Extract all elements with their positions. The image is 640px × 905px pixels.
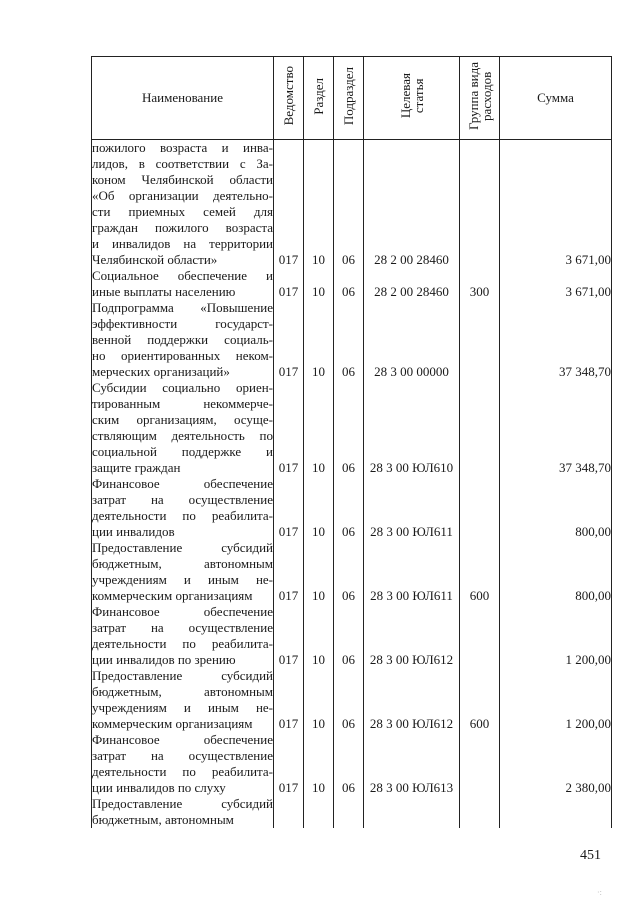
table-row — [92, 668, 612, 732]
cell-summa: 37 348,70 — [500, 300, 612, 380]
name-line: Челябинской области» — [92, 252, 218, 267]
name-line: «Об организации деятельно- — [92, 188, 273, 203]
name-line: затрат на осуществление — [92, 620, 273, 635]
cell-summa: 37 348,70 — [500, 380, 612, 476]
cell-gruppa — [460, 796, 500, 828]
row-name-cell — [92, 300, 274, 380]
name-line: но ориентированных неком- — [92, 348, 273, 363]
name-line: ствляющим деятельность по — [92, 428, 273, 443]
row-name-cell — [92, 380, 274, 476]
cell-summa: 800,00 — [500, 476, 612, 540]
cell-summa: 1 200,00 — [500, 668, 612, 732]
name-line: и инвалидов на территории — [92, 236, 273, 251]
table-row — [92, 476, 612, 540]
cell-vedomstvo: 017 — [274, 732, 304, 796]
cell-gruppa — [460, 732, 500, 796]
cell-celevaya-statya: 28 3 00 ЮЛ610 — [364, 380, 460, 476]
name-line: ским организациям, осуще- — [92, 412, 273, 427]
cell-podrazdel: 06 — [334, 668, 364, 732]
cell-gruppa: 600 — [460, 540, 500, 604]
cell-gruppa — [460, 300, 500, 380]
name-line: Предоставление субсидий — [92, 796, 273, 811]
cell-summa: 2 380,00 — [500, 732, 612, 796]
name-line: Субсидии социально ориен- — [92, 380, 273, 395]
name-line: иные выплаты населению — [92, 284, 236, 299]
name-line: сти приемных семей для — [92, 204, 273, 219]
name-line: Финансовое обеспечение — [92, 604, 273, 619]
cell-razdel: 10 — [304, 380, 334, 476]
name-line: затрат на осуществление — [92, 748, 273, 763]
cell-podrazdel: 06 — [334, 140, 364, 269]
cell-summa — [500, 796, 612, 828]
cell-celevaya-statya: 28 3 00 ЮЛ611 — [364, 540, 460, 604]
name-line: Предоставление субсидий — [92, 540, 273, 555]
name-line: деятельности по реабилита- — [92, 764, 273, 779]
header-podrazdel: Подраздел — [334, 57, 364, 140]
header-name: Наименование — [92, 57, 274, 140]
name-line: деятельности по реабилита- — [92, 636, 273, 651]
cell-celevaya-statya: 28 3 00 ЮЛ613 — [364, 732, 460, 796]
budget-table — [91, 56, 612, 828]
cell-podrazdel: 06 — [334, 268, 364, 300]
name-line: мерческих организаций» — [92, 364, 230, 379]
name-line: лидов, в соответствии с За- — [92, 156, 273, 171]
name-line: бюджетным, автономным — [92, 684, 273, 699]
row-name-cell — [92, 732, 274, 796]
cell-celevaya-statya: 28 3 00 ЮЛ611 — [364, 476, 460, 540]
cell-podrazdel — [334, 796, 364, 828]
cell-celevaya-statya: 28 3 00 00000 — [364, 300, 460, 380]
name-line: граждан пожилого возраста — [92, 220, 273, 235]
header-razdel: Раздел — [304, 57, 334, 140]
cell-gruppa: 300 — [460, 268, 500, 300]
cell-razdel: 10 — [304, 732, 334, 796]
name-line: эффективности государст- — [92, 316, 273, 331]
name-line: социальной поддержке и — [92, 444, 273, 459]
row-name-cell — [92, 140, 274, 269]
name-line: защите граждан — [92, 460, 181, 475]
cell-razdel: 10 — [304, 668, 334, 732]
table-row — [92, 604, 612, 668]
cell-vedomstvo: 017 — [274, 268, 304, 300]
cell-gruppa — [460, 604, 500, 668]
cell-summa: 1 200,00 — [500, 604, 612, 668]
name-line: бюджетным, автономным — [92, 556, 273, 571]
table-body — [92, 140, 612, 829]
cell-summa: 800,00 — [500, 540, 612, 604]
cell-gruppa — [460, 380, 500, 476]
cell-gruppa — [460, 140, 500, 269]
cell-razdel: 10 — [304, 540, 334, 604]
row-name-cell — [92, 268, 274, 300]
name-line: венной поддержки социаль- — [92, 332, 273, 347]
cell-vedomstvo: 017 — [274, 540, 304, 604]
cell-razdel: 10 — [304, 300, 334, 380]
table-row — [92, 300, 612, 380]
name-line: бюджетным, автономным — [92, 812, 234, 827]
header-gruppa-vida-rashodov: Группа вида расходов — [460, 57, 500, 140]
cell-podrazdel: 06 — [334, 604, 364, 668]
name-line: Социальное обеспечение и — [92, 268, 273, 283]
cell-vedomstvo: 017 — [274, 668, 304, 732]
header-vedomstvo: Ведомство — [274, 57, 304, 140]
cell-vedomstvo: 017 — [274, 604, 304, 668]
row-name-cell — [92, 540, 274, 604]
cell-vedomstvo: 017 — [274, 380, 304, 476]
cell-gruppa: 600 — [460, 668, 500, 732]
table-row — [92, 380, 612, 476]
table-row — [92, 268, 612, 300]
name-line: деятельности по реабилита- — [92, 508, 273, 523]
cell-podrazdel: 06 — [334, 380, 364, 476]
cell-summa: 3 671,00 — [500, 140, 612, 269]
name-line: коном Челябинской области — [92, 172, 273, 187]
header-summa: Сумма — [500, 57, 612, 140]
name-line: Финансовое обеспечение — [92, 476, 273, 491]
name-line: ции инвалидов по зрению — [92, 652, 236, 667]
name-line: ции инвалидов по слуху — [92, 780, 226, 795]
table-row — [92, 796, 612, 828]
cell-summa: 3 671,00 — [500, 268, 612, 300]
name-line: пожилого возраста и инва- — [92, 140, 273, 155]
cell-razdel — [304, 796, 334, 828]
table-row — [92, 140, 612, 269]
name-line: тированным некоммерче- — [92, 396, 273, 411]
name-line: учреждениям и иным не- — [92, 700, 273, 715]
cell-podrazdel: 06 — [334, 476, 364, 540]
name-line: Предоставление субсидий — [92, 668, 273, 683]
row-name-cell — [92, 668, 274, 732]
name-line: коммерческим организациям — [92, 588, 253, 603]
cell-celevaya-statya: 28 3 00 ЮЛ612 — [364, 668, 460, 732]
page-number: 451 — [580, 848, 601, 863]
table-row — [92, 732, 612, 796]
cell-razdel: 10 — [304, 268, 334, 300]
cell-gruppa — [460, 476, 500, 540]
table-row — [92, 540, 612, 604]
name-line: затрат на осуществление — [92, 492, 273, 507]
cell-razdel: 10 — [304, 476, 334, 540]
name-line: коммерческим организациям — [92, 716, 253, 731]
name-line: ции инвалидов — [92, 524, 175, 539]
name-line: Подпрограмма «Повышение — [92, 300, 273, 315]
cell-vedomstvo: 017 — [274, 300, 304, 380]
cell-celevaya-statya: 28 2 00 28460 — [364, 268, 460, 300]
cell-razdel: 10 — [304, 604, 334, 668]
name-line: учреждениям и иным не- — [92, 572, 273, 587]
header-celevaya-statya: Целевая статья — [364, 57, 460, 140]
cell-razdel: 10 — [304, 140, 334, 269]
cell-podrazdel: 06 — [334, 540, 364, 604]
cell-celevaya-statya — [364, 796, 460, 828]
cell-podrazdel: 06 — [334, 300, 364, 380]
cell-vedomstvo: 017 — [274, 140, 304, 269]
cell-celevaya-statya: 28 2 00 28460 — [364, 140, 460, 269]
table-header-row — [92, 57, 612, 140]
name-line: Финансовое обеспечение — [92, 732, 273, 747]
cell-podrazdel: 06 — [334, 732, 364, 796]
row-name-cell — [92, 476, 274, 540]
cell-celevaya-statya: 28 3 00 ЮЛ612 — [364, 604, 460, 668]
cell-vedomstvo: 017 — [274, 476, 304, 540]
corner-mark: ·: — [597, 888, 602, 897]
cell-vedomstvo — [274, 796, 304, 828]
row-name-cell — [92, 796, 274, 828]
row-name-cell — [92, 604, 274, 668]
